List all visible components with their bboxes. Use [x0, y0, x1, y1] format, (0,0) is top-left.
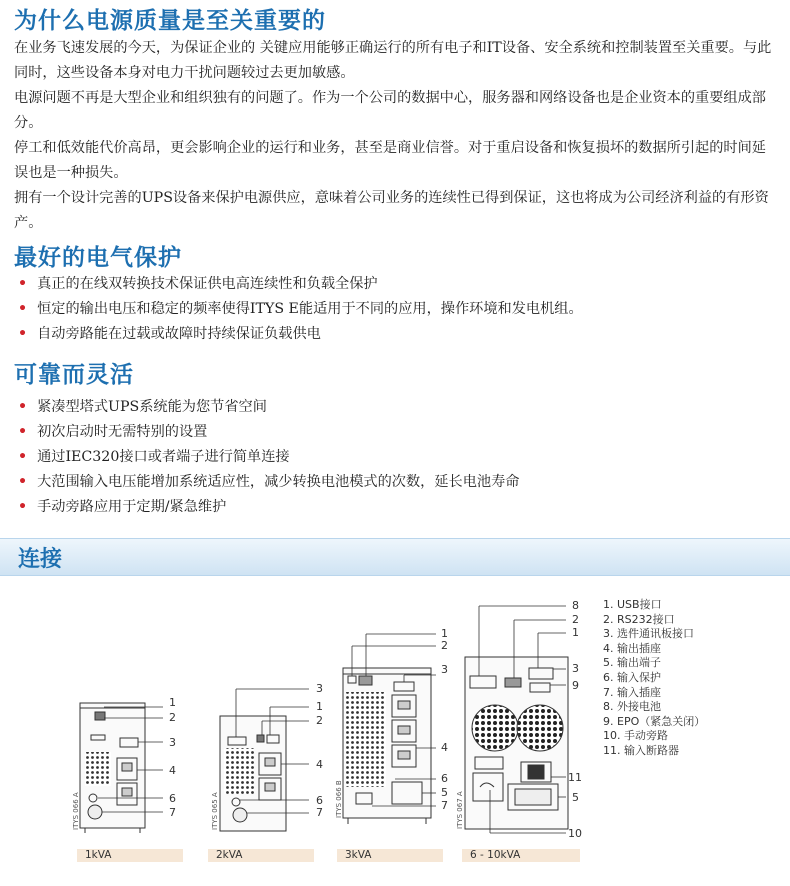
- callout-label: 6: [316, 794, 323, 807]
- ups-1kva-rear-panel: [80, 703, 145, 833]
- ups-3kva-rear-panel: [343, 668, 431, 824]
- list-item: [18, 272, 583, 297]
- legend-item: 3. 选件通讯板接口: [603, 627, 694, 641]
- legend-item: 5. 输出端子: [603, 656, 661, 670]
- callout-label: 9: [572, 679, 579, 692]
- section-title-flexible: 可靠而灵活: [14, 362, 134, 388]
- callout-label: 5: [441, 786, 448, 799]
- list-item: [18, 470, 519, 495]
- callout-label: 8: [572, 599, 579, 612]
- drawing-code: ITYS 066 A: [72, 792, 80, 830]
- bullet-icon: •: [18, 326, 28, 342]
- list-item-text: 真正的在线双转换技术保证供电高连续性和负载全保护: [37, 276, 378, 292]
- bullet-icon: •: [18, 474, 28, 490]
- legend-item: 11. 输入断路器: [603, 743, 679, 757]
- drawing-code: ITYS 065 A: [211, 792, 219, 830]
- ups-2kva-rear-panel: [220, 716, 286, 831]
- drawing-code: ITYS 067 A: [456, 791, 464, 829]
- callout-label: 2: [169, 711, 176, 724]
- paragraph: 停工和低效能代价高昂，更会影响企业的运行和业务，甚至是商业信誉。对于重启设备和恢复损坏的数据所引起的时间延误也是一种损失。: [14, 140, 766, 181]
- list-item-text: 初次启动时无需特别的设置: [37, 424, 208, 440]
- list-item: [18, 495, 519, 520]
- callout-label: 1: [572, 626, 579, 639]
- callout-label: 3: [572, 662, 579, 675]
- list-item: [18, 297, 583, 322]
- ups-6-10kva-rear-panel: [465, 657, 568, 829]
- callout-label: 6: [441, 772, 448, 785]
- bullet-icon: •: [18, 449, 28, 465]
- connection-legend: [603, 598, 705, 759]
- caption-6-10kva: 6 - 10kVA: [462, 849, 580, 862]
- list-item-text: 手动旁路应用于定期/紧急维护: [37, 499, 227, 515]
- callout-label: 4: [316, 758, 323, 771]
- bullet-icon: •: [18, 301, 28, 317]
- section-title-protection: 最好的电气保护: [14, 245, 182, 271]
- bullet-icon: •: [18, 399, 28, 415]
- legend-item: 8. 外接电池: [603, 700, 661, 714]
- legend-item: 2. RS232接口: [603, 612, 675, 626]
- list-item-text: 通过IEC320接口或者端子进行简单连接: [37, 449, 290, 465]
- callout-label: 10: [568, 827, 582, 840]
- legend-item: 10. 手动旁路: [603, 729, 668, 743]
- bullet-icon: •: [18, 424, 28, 440]
- callout-label: 7: [441, 799, 448, 812]
- list-item-text: 恒定的输出电压和稳定的频率使得ITYS E能适用于不同的应用，操作环境和发电机组。: [37, 301, 583, 317]
- bullet-icon: •: [18, 276, 28, 292]
- legend-item: 9. EPO（紧急关闭）: [603, 714, 706, 728]
- list-item-text: 大范围输入电压能增加系统适应性，减少转换电池模式的次数，延长电池寿命: [37, 474, 520, 490]
- legend-item: 7. 输入插座: [603, 685, 661, 699]
- legend-item: 4. 输出插座: [603, 641, 661, 655]
- caption-1kva: 1kVA: [77, 849, 183, 862]
- callout-label: 3: [316, 682, 323, 695]
- callout-label: 1: [169, 696, 176, 709]
- section-title-importance: 为什么电源质量是至关重要的: [14, 8, 326, 34]
- list-item-text: 自动旁路能在过载或故障时持续保证负载供电: [37, 326, 321, 342]
- section-title-connection: 连接: [18, 547, 63, 572]
- list-item: [18, 420, 519, 445]
- paragraph: 电源问题不再是大型企业和组织独有的问题了。作为一个公司的数据中心，服务器和网络设备也是企业资本的重要组成部分。: [14, 90, 766, 131]
- legend-item: 1. USB接口: [603, 598, 662, 611]
- caption-2kva: 2kVA: [208, 849, 314, 862]
- callout-label: 3: [169, 736, 176, 749]
- callout-label: 3: [441, 663, 448, 676]
- protection-list: [18, 272, 583, 347]
- drawing-code: ITYS 066 B: [335, 780, 343, 818]
- legend-item: 6. 输入保护: [603, 670, 661, 684]
- callout-label: 5: [572, 791, 579, 804]
- flexible-list: [18, 395, 519, 520]
- callout-label: 6: [169, 792, 176, 805]
- connection-header-band: [0, 538, 790, 576]
- callout-label: 1: [441, 627, 448, 640]
- callout-label: 4: [169, 764, 176, 777]
- paragraph: 在业务飞速发展的今天，为保证企业的 关键应用能够正确运行的所有电子和IT设备、安全系统和控制装置至关重要。与此同时，这些设备本身对电力干扰问题较过去更加敏感。: [14, 40, 772, 81]
- callout-label: 4: [441, 741, 448, 754]
- callout-label: 1: [316, 700, 323, 713]
- callout-label: 2: [441, 639, 448, 652]
- bullet-icon: •: [18, 499, 28, 515]
- callout-label: 7: [316, 806, 323, 819]
- callout-label: 2: [316, 714, 323, 727]
- callout-label: 7: [169, 806, 176, 819]
- list-item: [18, 445, 519, 470]
- callout-label: 11: [568, 771, 582, 784]
- paragraph: 拥有一个设计完善的UPS设备来保护电源供应，意味着公司业务的连续性已得到保证，这也将成为公司经济利益的有形资产。: [14, 190, 769, 231]
- list-item: [18, 395, 519, 420]
- list-item-text: 紧凑型塔式UPS系统能为您节省空间: [37, 399, 267, 415]
- list-item: [18, 322, 583, 347]
- caption-3kva: 3kVA: [337, 849, 443, 862]
- callout-label: 2: [572, 613, 579, 626]
